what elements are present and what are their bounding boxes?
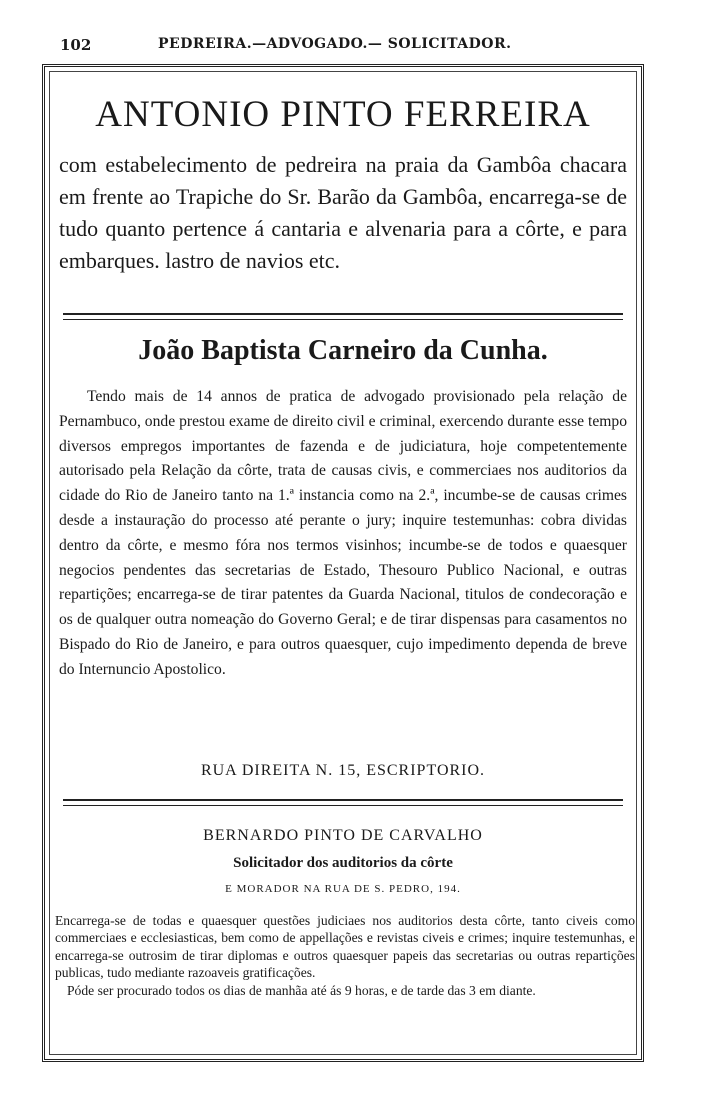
ad1-name: ANTONIO PINTO FERREIRA <box>95 94 591 135</box>
page-number: 102 <box>60 36 92 54</box>
ad3-subtitle: Solicitador dos auditorios da côrte <box>233 855 453 871</box>
divider-rule <box>63 313 623 320</box>
ad3-address: E MORADOR NA RUA DE S. PEDRO, 194. <box>225 883 461 895</box>
ad3-name: BERNARDO PINTO DE CARVALHO <box>203 827 483 844</box>
ad3-body <box>55 912 635 999</box>
ad2-address: RUA DIREITA N. 15, ESCRIPTORIO. <box>200 762 486 779</box>
running-head: PEDREIRA.—ADVOGADO.— SOLICITADOR. <box>158 36 512 52</box>
ad3-text-paragraph-1: Encarrega-se de todas e quaesquer questões judiciaes nos auditorios desta côrte, tanto civeis como commerciaes e ecclesiasticas, bem como de appellações e revistas civeis e crimes; inquire testemunhas, e encarrega-se outrosim de tirar diplomas e outros quaesquer papeis das secretarias ou outras repartições publicas, tudo mediante razoaveis gratificações. <box>55 913 635 981</box>
ad1-text: com estabelecimento de pedreira na praia da Gambôa chacara em frente ao Trapiche do Sr. Barão da Gambôa, encarrega-se de tudo quanto pertence á cantaria e alvenaria para a côrte, e para embarques. lastro de navios etc. <box>59 152 627 273</box>
ad2-name: João Baptista Carneiro da Cunha. <box>138 335 548 366</box>
ad2-text: Tendo mais de 14 annos de pratica de advogado provisionado pela relação de Pernambuco, onde prestou exame de direito civil e criminal, exercendo durante esse tempo diversos empregos importantes de fazenda e de judiciatura, hoje competentemente autorisado pela Relação da côrte, trata de causas civis, e commerciaes nos auditorios da cidade do Rio de Janeiro tanto na 1.ª instancia como na 2.ª, incumbe-se de causas crimes desde a instauração do processo até perante o jury; inquire testemunhas: cobra dividas dentro da côrte, e mesmo fóra nos termos visinhos; incumbe-se de todos e quaesquer negocios pendentes das secretarias de Estado, Thesouro Publico Nacional, e outras repartições; encarrega-se de tirar patentes da Guarda Nacional, titulos de condecoração e os de qualquer outra nomeação do Governo Geral; e de tirar dispensas para casamentos no Bispado do Rio de Janeiro, e para outros quaesquer, cujo impedimento dependa de breve do Internuncio Apostolico. <box>59 388 627 678</box>
advertisement-frame <box>42 64 644 1062</box>
ad3-text-paragraph-2: Póde ser procurado todos os dias de manhãa até ás 9 horas, e de tarde das 3 em diante. <box>67 982 536 998</box>
page-header <box>60 34 660 56</box>
divider-rule <box>63 799 623 806</box>
